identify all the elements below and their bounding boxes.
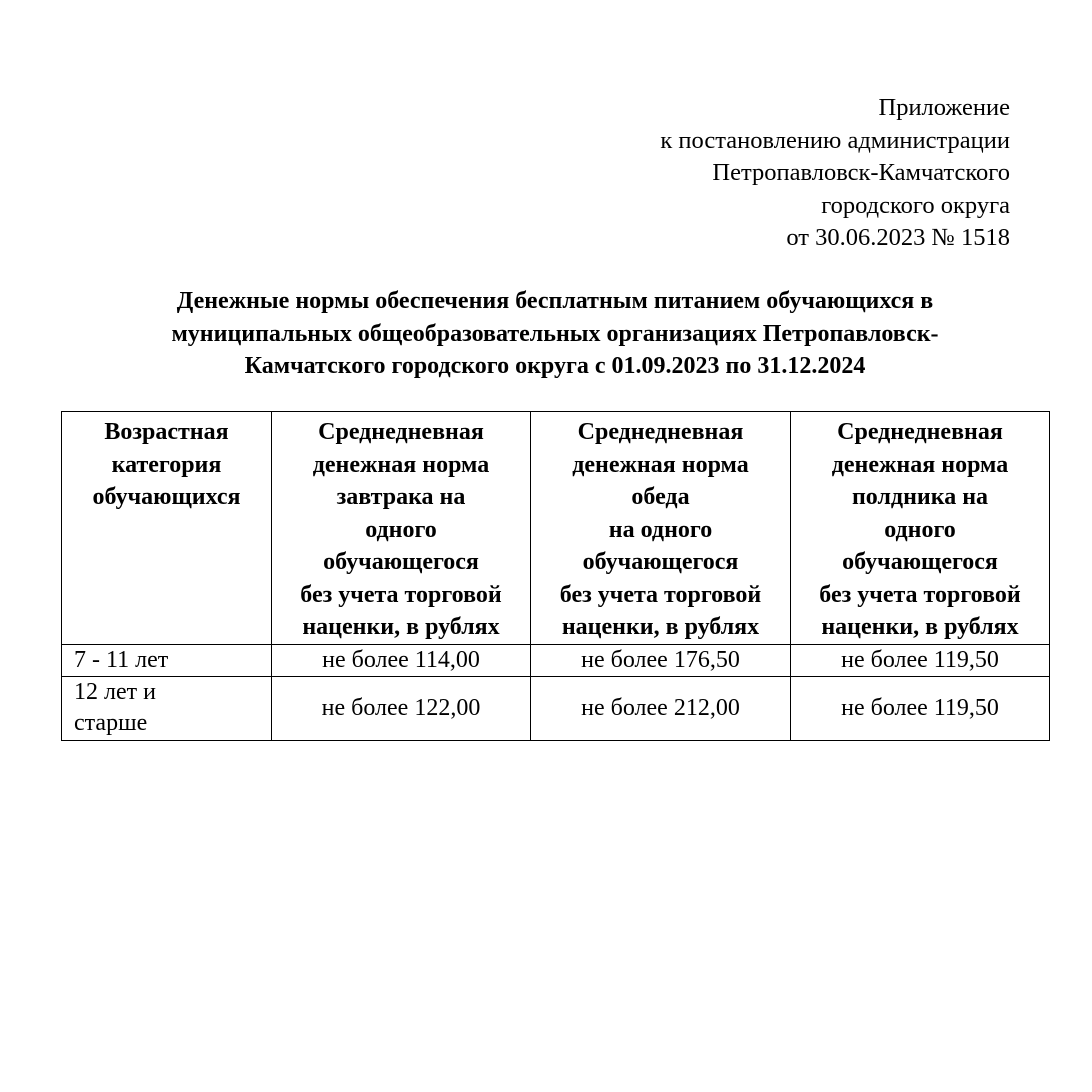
snack-norm-cell: не более 119,50 <box>791 644 1050 676</box>
header-line: Среднедневная <box>318 419 484 445</box>
appendix-block <box>660 92 1010 255</box>
header-line: без учета торговой <box>300 581 502 608</box>
category-line: старше <box>74 709 148 736</box>
header-line: наценки, в рублях <box>302 614 500 640</box>
table-row <box>62 644 1050 676</box>
appendix-line: к постановлению администрации <box>660 126 1010 154</box>
header-line: наценки, в рублях <box>821 614 1019 640</box>
appendix-line: Приложение <box>878 94 1010 121</box>
header-line: денежная норма <box>831 451 1009 478</box>
header-line: обучающегося <box>582 549 739 575</box>
header-line: обучающихся <box>92 484 241 510</box>
table-row <box>62 676 1050 740</box>
appendix-line: от 30.06.2023 № 1518 <box>786 224 1010 251</box>
header-line: обучающегося <box>323 549 479 575</box>
header-line: полдника на <box>851 484 989 510</box>
category-line: 12 лет и <box>74 678 156 705</box>
header-age-category <box>62 412 272 645</box>
header-snack <box>791 412 1050 645</box>
header-line: на одного <box>608 516 713 543</box>
table-header-row <box>62 412 1050 645</box>
breakfast-norm-cell: не более 114,00 <box>272 644 531 676</box>
meal-norms-table <box>61 411 1050 741</box>
snack-norm-cell: не более 119,50 <box>791 676 1050 740</box>
title-line: муниципальных общеобразовательных организациях Петропавловск- <box>171 320 939 347</box>
header-line: Среднедневная <box>577 419 744 445</box>
header-breakfast <box>272 412 531 645</box>
title-line: Денежные нормы обеспечения бесплатным питанием обучающихся в <box>176 288 934 314</box>
header-line: без учета торговой <box>819 581 1021 608</box>
category-line: 7 - 11 лет <box>74 646 169 673</box>
header-line: Возрастная <box>104 419 229 445</box>
age-category-cell <box>62 676 272 740</box>
header-line: одного <box>884 516 956 543</box>
header-line: денежная норма <box>312 451 490 478</box>
header-line: наценки, в рублях <box>561 614 760 640</box>
appendix-line: городского округа <box>821 191 1010 219</box>
header-line: без учета торговой <box>559 581 762 608</box>
header-line: категория <box>111 451 222 478</box>
header-line: обучающегося <box>842 549 998 575</box>
title-line: Камчатского городского округа с 01.09.2023 по 31.12.2024 <box>244 353 866 379</box>
appendix-line: Петропавловск-Камчатского <box>712 159 1010 186</box>
breakfast-norm-cell: не более 122,00 <box>272 676 531 740</box>
header-line: Среднедневная <box>837 419 1003 445</box>
header-line: денежная норма <box>572 451 749 478</box>
header-line: одного <box>365 516 437 543</box>
header-line: завтрака на <box>336 484 466 510</box>
document-title <box>60 285 1050 383</box>
header-lunch <box>531 412 791 645</box>
age-category-cell <box>62 644 272 676</box>
lunch-norm-cell: не более 176,50 <box>531 644 791 676</box>
header-line: обеда <box>631 484 690 510</box>
lunch-norm-cell: не более 212,00 <box>531 676 791 740</box>
